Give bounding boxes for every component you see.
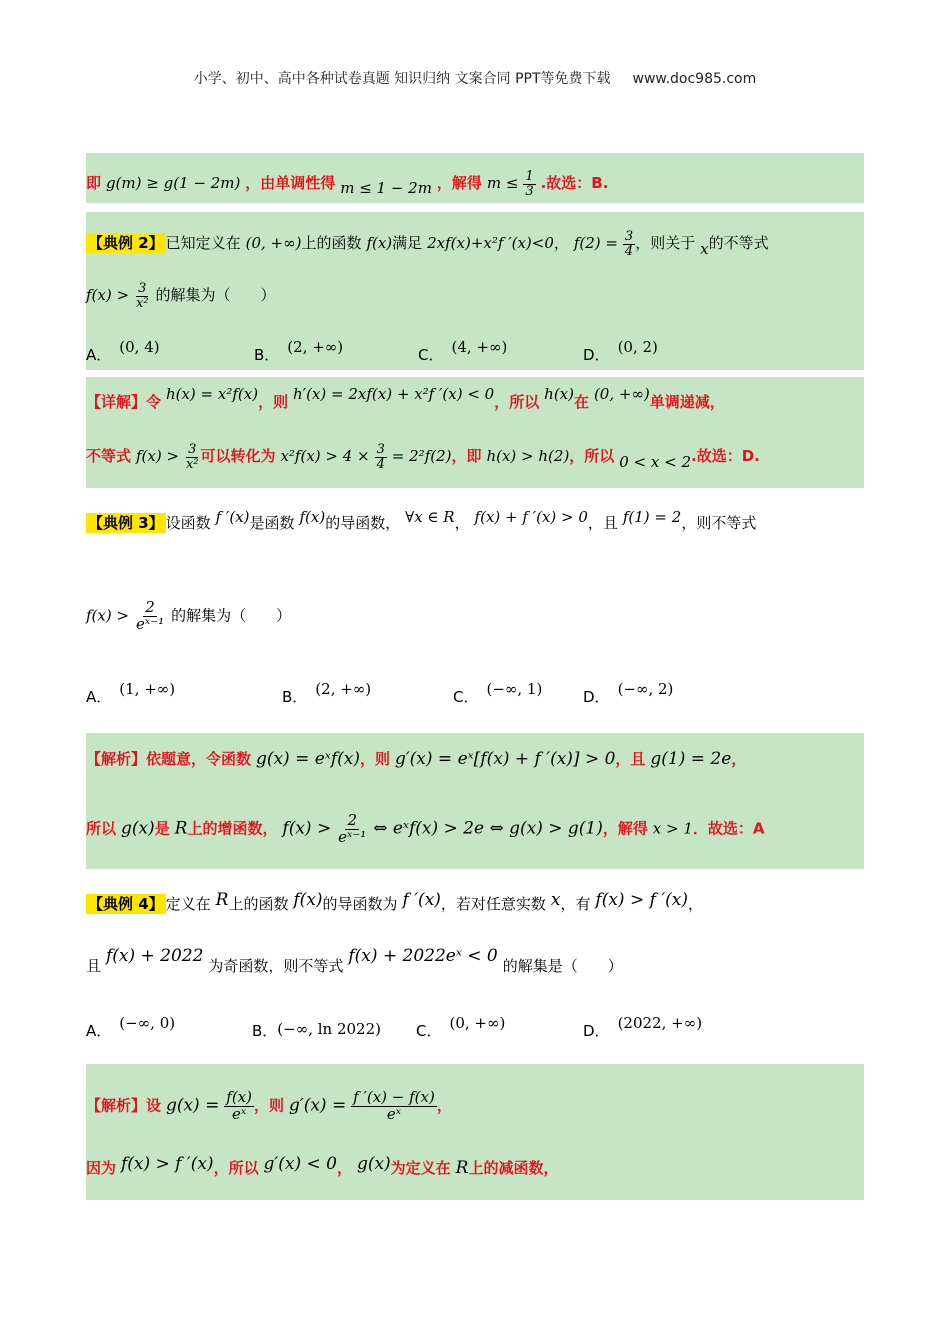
fraction: $\frac{3}{\text{x²}}$ <box>185 442 199 472</box>
text: ， <box>336 1159 352 1177</box>
example-tag: 【典例 2】 <box>88 234 164 253</box>
example-2-line-2 <box>86 282 276 310</box>
formula: x²f(x) > 4 × <box>280 447 370 466</box>
text: 可以转化为 <box>200 447 276 466</box>
option-c[interactable]: C． (0, +∞) <box>416 1014 506 1040</box>
solution-3-block <box>86 733 864 869</box>
formula: h(x) = x²f(x) <box>165 385 259 403</box>
option-d[interactable]: D． (0, 2) <box>583 338 658 364</box>
solution-2-line-1 <box>86 385 725 411</box>
solution-block-1 <box>86 153 864 203</box>
formula: R <box>215 890 229 910</box>
text: ，且 <box>615 750 646 768</box>
fraction: $\frac{2}{\text{eˣ⁻¹}}$ <box>338 811 367 846</box>
text: ，解得 <box>436 174 482 193</box>
formula: g(x) <box>356 1154 391 1174</box>
example-2-block <box>86 212 864 370</box>
text: ．故选：A <box>692 819 765 838</box>
option-c[interactable]: C． (4, +∞) <box>418 338 508 364</box>
formula: g′(x) < 0 <box>263 1154 337 1174</box>
formula: (0, +∞) <box>593 385 650 403</box>
text: ，解得 <box>602 819 648 838</box>
option-b[interactable]: B．(−∞, ln 2022) <box>252 1020 382 1040</box>
text: ，所以 <box>569 447 615 466</box>
option-b[interactable]: B． (2, +∞) <box>282 680 372 706</box>
formula: 2xf(x)+x²f ′(x)<0 <box>427 234 554 253</box>
fraction: $\frac{1}{3}$ <box>525 169 534 199</box>
text: 的解集是（ ） <box>502 957 623 975</box>
formula: g(x) = eˣf(x) <box>255 749 360 769</box>
solution-2-line-2 <box>86 443 760 471</box>
text: ，若对任意实数 <box>440 895 546 913</box>
text: 的导函数为 <box>322 895 398 913</box>
option-a[interactable]: A． (1, +∞) <box>86 680 176 706</box>
example-4-line-1 <box>86 890 704 913</box>
formula: f(x) <box>366 234 393 253</box>
formula: g(m) ≥ g(1 − 2m) <box>105 174 241 193</box>
text: 定义在 <box>165 895 211 913</box>
text: 是函数 <box>249 514 295 532</box>
formula: x <box>550 890 561 910</box>
formula: f(x) <box>293 890 323 910</box>
option-c[interactable]: C． (−∞, 1) <box>453 680 543 706</box>
text: 上的函数 <box>228 895 289 913</box>
text: 所以 <box>86 819 117 838</box>
option-b[interactable]: B． (2, +∞) <box>254 338 344 364</box>
solution-4-block <box>86 1064 864 1200</box>
example-3-line-2 <box>86 600 291 633</box>
text: 在 <box>573 393 589 411</box>
formula: ∀x ∈ R <box>405 508 455 526</box>
option-a[interactable]: A． (0, 4) <box>86 338 160 364</box>
example-4-block <box>86 882 864 1052</box>
text: 【解析】设 <box>86 1096 162 1115</box>
formula: m ≤ 1 − 2m <box>340 179 432 198</box>
example-2-line-1 <box>86 230 769 258</box>
text: ，则 <box>359 750 390 768</box>
solution-3-line-2 <box>86 813 765 846</box>
formula: f(x) + 2022eˣ < 0 <box>348 946 498 966</box>
fraction: $\frac{f(x)}{\text{eˣ}}$ <box>226 1088 252 1123</box>
formula: f(x) + 2022 <box>105 946 204 966</box>
text: 上的减函数， <box>468 1159 559 1177</box>
formula: h(x) <box>544 385 574 403</box>
formula: f ′(x) <box>215 508 250 526</box>
page-header <box>0 68 950 88</box>
formula: h(x) > h(2) <box>486 447 570 466</box>
example-3-block <box>86 500 864 715</box>
text: ，有 <box>560 895 591 913</box>
solution-3-line-1 <box>86 751 746 768</box>
formula: f(2) = <box>573 234 618 253</box>
text: ， <box>688 895 704 913</box>
text: 因为 <box>86 1159 117 1177</box>
text: .故选：D. <box>691 447 760 466</box>
text: 的导函数， <box>325 514 401 532</box>
formula: g′(x) = eˣ[f(x) + f ′(x)] > 0 <box>394 749 616 769</box>
fraction: $\frac{3}{4}$ <box>624 229 634 259</box>
text: 为奇函数，则不等式 <box>208 957 344 975</box>
formula: f(1) = 2 <box>622 508 682 526</box>
fraction: $\frac{f '(x) - f(x)}{\text{eˣ}}$ <box>353 1088 435 1123</box>
header-url[interactable]: www.doc985.com <box>632 71 757 87</box>
formula: m ≤ <box>486 174 519 193</box>
text: 设函数 <box>165 514 211 532</box>
text: 不等式 <box>86 447 132 466</box>
formula: f(x) > <box>135 447 180 466</box>
option-d[interactable]: D． (2022, +∞) <box>583 1014 703 1040</box>
text: 即 <box>86 174 102 193</box>
text: ，且 <box>587 514 618 532</box>
example-tag: 【典例 3】 <box>88 514 164 532</box>
formula: f(x) > <box>86 286 130 305</box>
text: ，则 <box>258 393 289 411</box>
text: 是 <box>154 819 170 838</box>
solution-4-line-2 <box>86 1154 559 1178</box>
formula: g′(x) = <box>288 1095 347 1116</box>
text: 已知定义在 <box>165 234 241 253</box>
formula: g(x) <box>120 818 155 839</box>
formula: R <box>455 1158 469 1178</box>
example-3-line-1 <box>86 508 757 532</box>
text: ， <box>731 750 747 768</box>
formula: (0, +∞) <box>245 234 302 253</box>
formula: x <box>700 240 709 259</box>
text: ， <box>436 1096 452 1115</box>
option-a[interactable]: A． (−∞, 0) <box>86 1014 176 1040</box>
text: ，所以 <box>494 393 540 411</box>
text: ，则不等式 <box>681 514 757 532</box>
text: 的不等式 <box>708 234 769 253</box>
text: .故选：B. <box>540 174 609 193</box>
formula: g(1) = 2e <box>650 749 732 769</box>
fraction: $\frac{2}{\text{eˣ⁻¹}}$ <box>136 598 165 633</box>
formula: = 2²f(2) <box>391 447 452 466</box>
fraction: $\frac{3}{4}$ <box>376 442 385 472</box>
formula: f ′(x) <box>402 890 441 910</box>
text: 的解集为（ ） <box>155 286 276 305</box>
text: ，即 <box>451 447 482 466</box>
text: 的解集为（ ） <box>171 606 292 625</box>
text: 单调递减， <box>649 393 725 411</box>
text: 上的函数 <box>301 234 362 253</box>
text: ，则 <box>254 1096 285 1115</box>
formula: ⇔ eˣf(x) > 2e ⇔ g(x) > g(1) <box>373 818 603 839</box>
formula: f(x) + f ′(x) > 0 <box>474 508 588 526</box>
solution-1-line <box>86 170 608 198</box>
fraction: $\frac{3}{\text{x²}}$ <box>136 281 149 311</box>
example-4-line-2 <box>86 946 623 975</box>
solution-4-line-1 <box>86 1090 452 1123</box>
text: ，则关于 <box>635 234 696 253</box>
text: ，所以 <box>213 1159 259 1177</box>
text: ， <box>553 234 569 253</box>
formula: g(x) = <box>165 1095 220 1116</box>
formula: f(x) > <box>86 606 130 625</box>
text: 上的增函数， <box>187 819 278 838</box>
formula: h′(x) = 2xf(x) + x²f ′(x) < 0 <box>293 385 495 403</box>
formula: f(x) > <box>282 818 332 839</box>
text: ，由单调性得 <box>245 174 336 193</box>
formula: f(x) > f ′(x) <box>595 890 689 910</box>
formula: x > 1 <box>652 819 693 838</box>
text: 且 <box>86 957 102 975</box>
solution-2-block <box>86 377 864 488</box>
text: 【详解】令 <box>86 393 162 411</box>
text: 满足 <box>392 234 423 253</box>
formula: R <box>174 818 188 839</box>
text: ， <box>454 514 470 532</box>
text: 【解析】依题意，令函数 <box>86 750 252 768</box>
example-tag: 【典例 4】 <box>88 895 164 913</box>
formula: f(x) <box>299 508 326 526</box>
option-d[interactable]: D． (−∞, 2) <box>583 680 674 706</box>
text: 为定义在 <box>390 1159 451 1177</box>
formula: 0 < x < 2 <box>619 453 692 472</box>
header-text: 小学、初中、高中各种试卷真题 知识归纳 文案合同 PPT等免费下载 <box>193 71 611 87</box>
formula: f(x) > f ′(x) <box>120 1154 214 1174</box>
